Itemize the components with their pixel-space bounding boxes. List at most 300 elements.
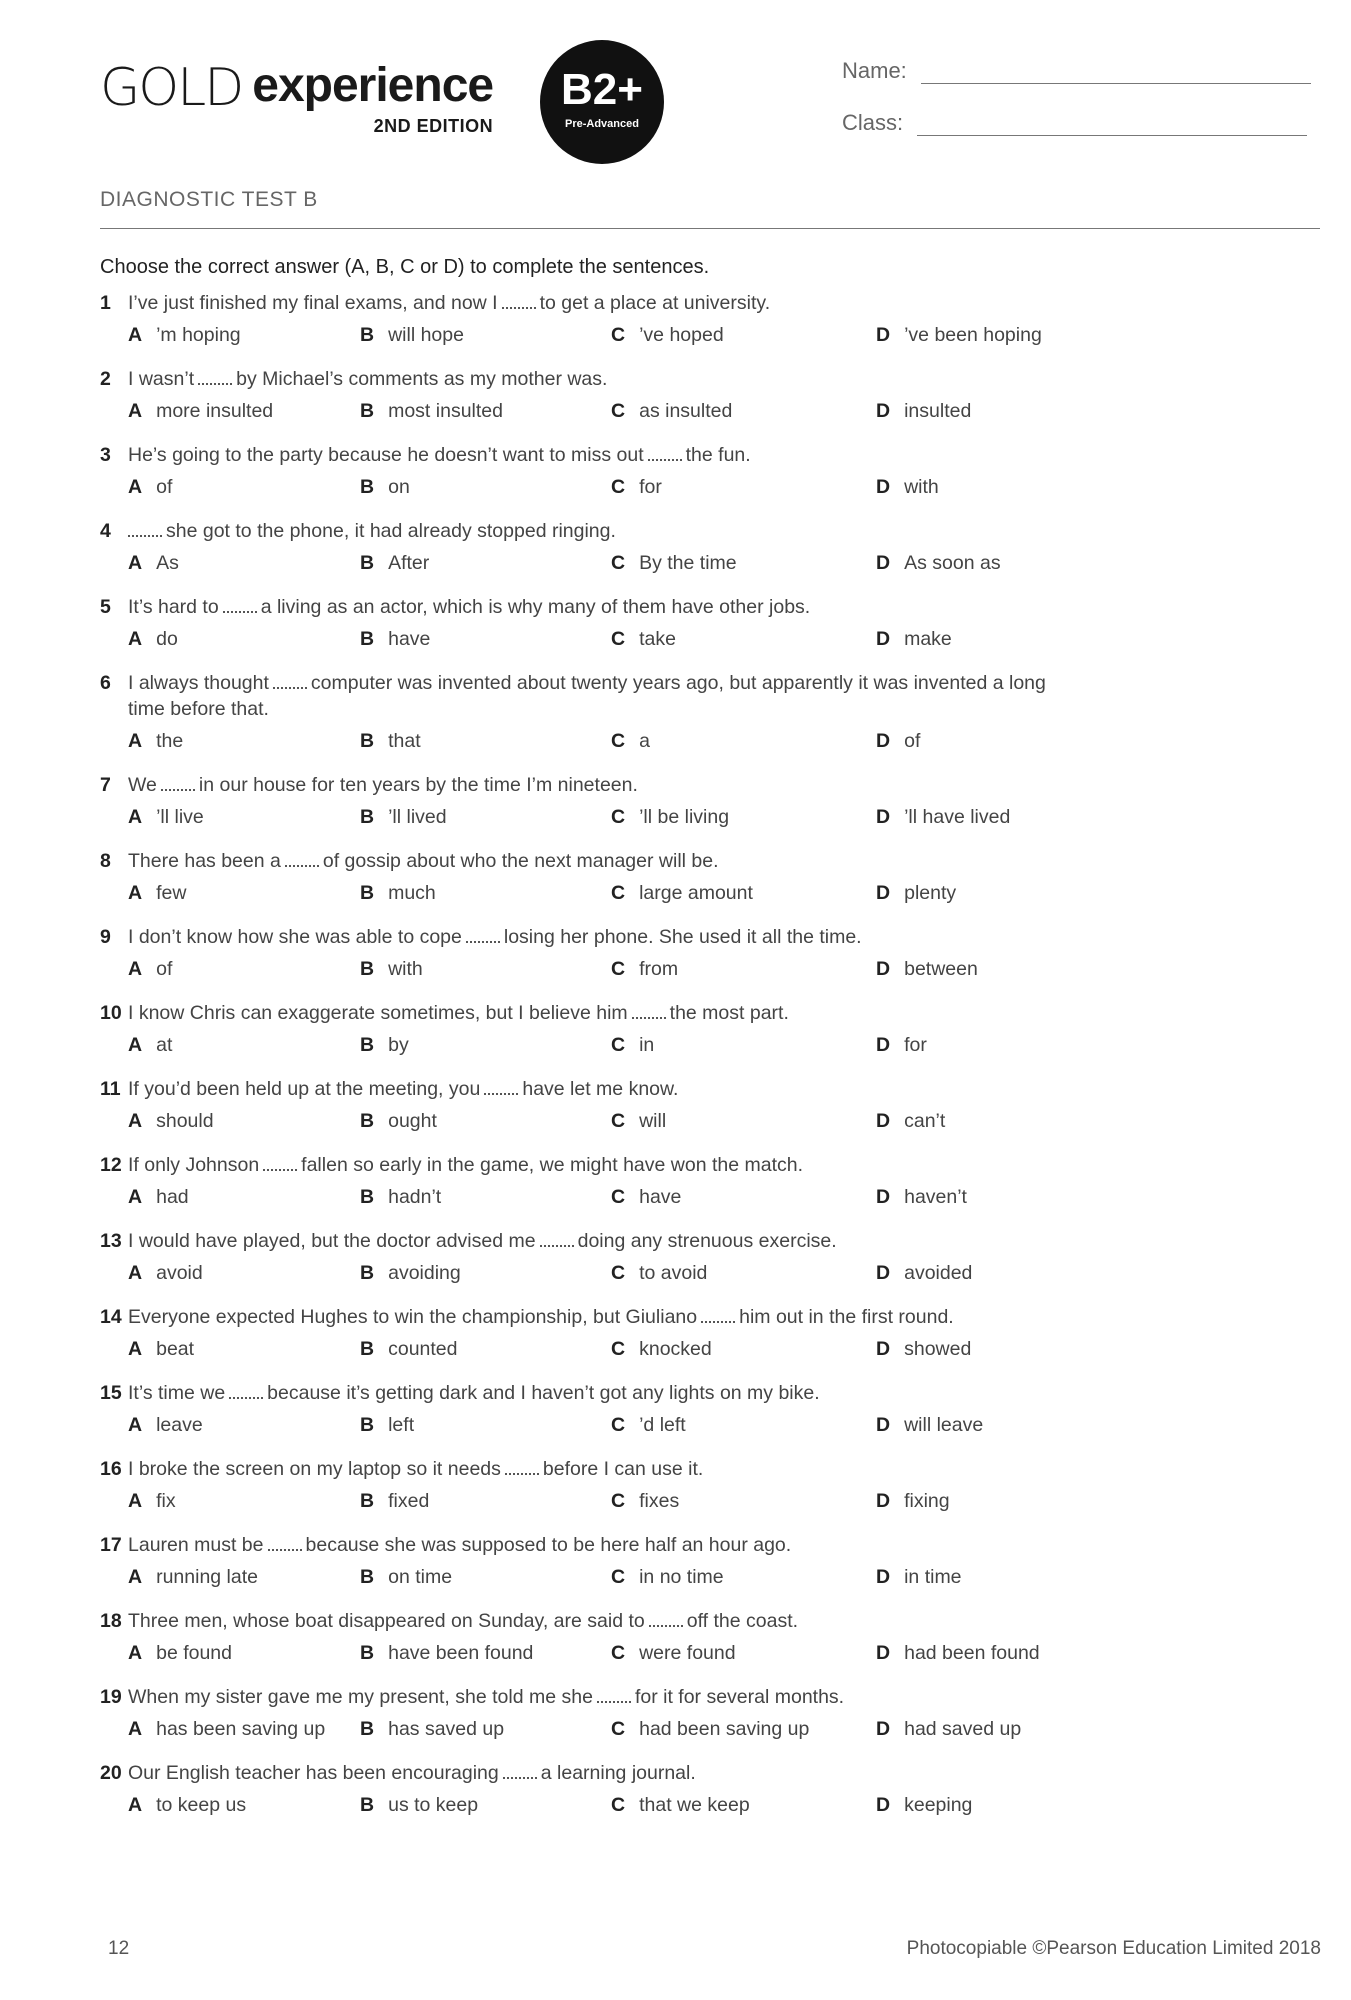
name-write-line[interactable] — [921, 83, 1311, 84]
badge-sub-text: Pre-Advanced — [565, 118, 639, 130]
option-a[interactable] — [128, 1032, 172, 1058]
option-text: fixed — [388, 1490, 430, 1512]
question-text-after-blank: for it for several months. — [634, 1686, 845, 1708]
question-text-after-blank: in our house for ten years by the time I’m nineteen. — [198, 774, 638, 796]
option-letter: D — [876, 1110, 891, 1132]
question-number: 13 — [100, 1230, 122, 1252]
question-text — [128, 1608, 1320, 1634]
option-letter: A — [128, 1718, 143, 1740]
question-row — [100, 1684, 1320, 1710]
option-a[interactable] — [128, 1716, 325, 1742]
option-b[interactable] — [360, 1716, 504, 1742]
option-text: to avoid — [639, 1262, 708, 1284]
logo-right-block — [252, 59, 494, 137]
answer-options — [100, 1564, 1320, 1590]
option-text: had been found — [904, 1642, 1040, 1664]
option-text: avoiding — [388, 1262, 461, 1284]
question-text — [128, 1228, 1320, 1254]
answer-blank[interactable] — [161, 773, 195, 791]
option-text: will leave — [904, 1414, 984, 1436]
option-b[interactable] — [360, 1032, 409, 1058]
option-d[interactable] — [876, 1412, 983, 1438]
question-row — [100, 670, 1320, 722]
question-number: 7 — [100, 774, 111, 796]
option-b[interactable] — [360, 1412, 414, 1438]
answer-blank[interactable] — [632, 1001, 666, 1019]
option-letter: D — [876, 806, 891, 828]
option-c[interactable] — [611, 1792, 750, 1818]
option-b[interactable] — [360, 880, 436, 906]
answer-options — [100, 626, 1320, 652]
option-b[interactable] — [360, 626, 430, 652]
option-letter: D — [876, 1642, 891, 1664]
option-c[interactable] — [611, 956, 678, 982]
option-text: for — [639, 476, 662, 498]
option-letter: D — [876, 1262, 891, 1284]
question-number: 12 — [100, 1154, 122, 1176]
logo-edition-text: 2ND EDITION — [373, 116, 494, 136]
option-a[interactable] — [128, 1488, 176, 1514]
question-number: 9 — [100, 926, 111, 948]
option-c[interactable] — [611, 804, 729, 830]
option-text: have — [639, 1186, 682, 1208]
option-b[interactable] — [360, 550, 429, 576]
answer-blank[interactable] — [128, 519, 162, 537]
option-d[interactable] — [876, 804, 1010, 830]
option-d[interactable] — [876, 1108, 945, 1134]
option-a[interactable] — [128, 474, 172, 500]
question-text-before-blank: Everyone expected Hughes to win the championship, but Giuliano — [128, 1306, 698, 1328]
question-text-before-blank: I don’t know how she was able to cope — [128, 926, 462, 948]
option-b[interactable] — [360, 804, 447, 830]
option-letter: C — [611, 1642, 626, 1664]
option-text: on — [388, 476, 410, 498]
question-text-before-blank: We — [128, 774, 157, 796]
option-letter: A — [128, 552, 143, 574]
option-d[interactable] — [876, 1640, 1040, 1666]
option-c[interactable] — [611, 728, 650, 754]
answer-blank[interactable] — [268, 1533, 302, 1551]
option-c[interactable] — [611, 1260, 707, 1286]
question-text-after-blank: doing any strenuous exercise. — [577, 1230, 837, 1252]
question-text-after-blank: losing her phone. She used it all the time. — [503, 926, 862, 948]
answer-blank[interactable] — [648, 443, 682, 461]
option-text: keeping — [904, 1794, 973, 1816]
question-number: 15 — [100, 1382, 122, 1404]
option-c[interactable] — [611, 398, 732, 424]
option-d[interactable] — [876, 880, 956, 906]
question-item — [100, 1532, 1320, 1590]
option-letter: A — [128, 1566, 143, 1588]
option-letter: B — [360, 1642, 375, 1664]
question-text-after-blank: the most part. — [669, 1002, 789, 1024]
option-c[interactable] — [611, 1716, 809, 1742]
option-text: As — [156, 552, 179, 574]
option-a[interactable] — [128, 626, 178, 652]
option-letter: B — [360, 1186, 375, 1208]
option-letter: B — [360, 806, 375, 828]
option-text: in — [639, 1034, 655, 1056]
question-item — [100, 924, 1320, 982]
question-number: 18 — [100, 1610, 122, 1632]
question-text — [128, 1532, 1320, 1558]
question-text — [128, 1000, 1320, 1026]
option-a[interactable] — [128, 1412, 203, 1438]
question-text-after-blank: computer was invented about twenty years ago, but apparently it was invented a long time before that. — [128, 672, 1046, 720]
option-c[interactable] — [611, 1412, 686, 1438]
answer-options — [100, 728, 1320, 754]
option-text: will hope — [388, 324, 464, 346]
option-d[interactable] — [876, 1336, 971, 1362]
option-letter: A — [128, 1642, 143, 1664]
logo-experience-text: experience — [252, 59, 494, 112]
question-text-before-blank: Lauren must be — [128, 1534, 264, 1556]
question-text-before-blank: I’ve just finished my final exams, and now I — [128, 292, 498, 314]
question-text-before-blank: I broke the screen on my laptop so it needs — [128, 1458, 501, 1480]
option-letter: B — [360, 476, 375, 498]
option-letter: D — [876, 324, 891, 346]
question-text-before-blank: It’s time we — [128, 1382, 226, 1404]
question-text — [128, 670, 1320, 722]
option-letter: C — [611, 882, 626, 904]
option-d[interactable] — [876, 626, 952, 652]
option-text: had been saving up — [639, 1718, 810, 1740]
option-a[interactable] — [128, 1640, 232, 1666]
option-letter: B — [360, 882, 375, 904]
option-text: that — [388, 730, 421, 752]
option-letter: D — [876, 1490, 891, 1512]
option-letter: A — [128, 806, 143, 828]
option-a[interactable] — [128, 728, 183, 754]
class-write-line[interactable] — [917, 135, 1307, 136]
option-b[interactable] — [360, 1792, 478, 1818]
question-row — [100, 1380, 1320, 1406]
option-letter: C — [611, 806, 626, 828]
question-row — [100, 290, 1320, 316]
option-letter: B — [360, 1262, 375, 1284]
option-text: left — [388, 1414, 415, 1436]
question-item — [100, 1000, 1320, 1058]
option-text: make — [904, 628, 952, 650]
option-text: for — [904, 1034, 927, 1056]
option-letter: B — [360, 730, 375, 752]
question-row — [100, 442, 1320, 468]
answer-options — [100, 956, 1320, 982]
option-c[interactable] — [611, 1108, 666, 1134]
option-b[interactable] — [360, 1488, 429, 1514]
option-text: avoided — [904, 1262, 973, 1284]
question-text-before-blank: There has been a — [128, 850, 281, 872]
test-title: DIAGNOSTIC TEST B — [100, 188, 318, 211]
option-b[interactable] — [360, 322, 464, 348]
option-letter: A — [128, 1110, 143, 1132]
option-d[interactable] — [876, 398, 971, 424]
option-a[interactable] — [128, 322, 241, 348]
option-text: do — [156, 628, 178, 650]
question-text-after-blank: to get a place at university. — [539, 292, 771, 314]
option-c[interactable] — [611, 1336, 712, 1362]
option-c[interactable] — [611, 550, 737, 576]
question-list — [100, 290, 1320, 1836]
option-a[interactable] — [128, 1108, 214, 1134]
option-text: ought — [388, 1110, 437, 1132]
option-a[interactable] — [128, 1184, 189, 1210]
option-letter: B — [360, 324, 375, 346]
option-text: fixing — [904, 1490, 950, 1512]
question-text-after-blank: him out in the first round. — [739, 1306, 954, 1328]
option-letter: D — [876, 958, 891, 980]
answer-blank[interactable] — [466, 925, 500, 943]
option-a[interactable] — [128, 804, 204, 830]
page-number: 12 — [108, 1938, 130, 1959]
question-text-before-blank: I know Chris can exaggerate sometimes, but I believe him — [128, 1002, 628, 1024]
answer-blank[interactable] — [273, 671, 307, 689]
answer-blank[interactable] — [263, 1153, 297, 1171]
option-text: fix — [156, 1490, 176, 1512]
question-item — [100, 1228, 1320, 1286]
option-text: were found — [639, 1642, 736, 1664]
question-number: 11 — [100, 1078, 121, 1100]
answer-blank[interactable] — [540, 1229, 574, 1247]
option-b[interactable] — [360, 1260, 461, 1286]
option-letter: B — [360, 1034, 375, 1056]
option-text: can’t — [904, 1110, 946, 1132]
option-d[interactable] — [876, 1488, 950, 1514]
question-item — [100, 1152, 1320, 1210]
question-item — [100, 848, 1320, 906]
answer-options — [100, 1184, 1320, 1210]
option-text: large amount — [639, 882, 753, 904]
option-letter: C — [611, 1414, 626, 1436]
question-item — [100, 290, 1320, 348]
option-a[interactable] — [128, 880, 186, 906]
option-letter: D — [876, 1186, 891, 1208]
answer-blank[interactable] — [484, 1077, 518, 1095]
question-text-after-blank: have let me know. — [522, 1078, 679, 1100]
option-text: in no time — [639, 1566, 724, 1588]
answer-blank[interactable] — [597, 1685, 631, 1703]
option-letter: C — [611, 1186, 626, 1208]
name-field — [842, 58, 1311, 84]
option-b[interactable] — [360, 474, 410, 500]
option-letter: C — [611, 1490, 626, 1512]
class-field — [842, 110, 1307, 136]
option-b[interactable] — [360, 1336, 458, 1362]
option-letter: A — [128, 476, 143, 498]
header — [100, 40, 1320, 190]
question-number: 4 — [100, 520, 111, 542]
option-letter: A — [128, 324, 143, 346]
option-a[interactable] — [128, 1792, 246, 1818]
option-d[interactable] — [876, 956, 978, 982]
option-text: have been found — [388, 1642, 534, 1664]
question-text-before-blank: Our English teacher has been encouraging — [128, 1762, 499, 1784]
question-row — [100, 1760, 1320, 1786]
question-item — [100, 1380, 1320, 1438]
option-d[interactable] — [876, 322, 1042, 348]
question-text — [128, 1456, 1320, 1482]
question-row — [100, 1152, 1320, 1178]
answer-blank[interactable] — [285, 849, 319, 867]
option-letter: B — [360, 1490, 375, 1512]
answer-blank[interactable] — [701, 1305, 735, 1323]
option-c[interactable] — [611, 1564, 724, 1590]
option-d[interactable] — [876, 1260, 972, 1286]
option-c[interactable] — [611, 322, 724, 348]
question-item — [100, 1684, 1320, 1742]
question-text — [128, 518, 1320, 544]
question-text-after-blank: by Michael’s comments as my mother was. — [236, 368, 608, 390]
answer-blank[interactable] — [649, 1609, 683, 1627]
option-d[interactable] — [876, 728, 920, 754]
option-d[interactable] — [876, 1716, 1021, 1742]
question-text-before-blank: Three men, whose boat disappeared on Sunday, are said to — [128, 1610, 645, 1632]
option-letter: D — [876, 628, 891, 650]
question-row — [100, 1456, 1320, 1482]
option-text: be found — [156, 1642, 232, 1664]
option-letter: C — [611, 958, 626, 980]
option-letter: B — [360, 1566, 375, 1588]
option-d[interactable] — [876, 1032, 927, 1058]
option-text: has been saving up — [156, 1718, 326, 1740]
answer-blank[interactable] — [503, 1761, 537, 1779]
question-text-after-blank: the fun. — [685, 444, 751, 466]
question-text — [128, 1760, 1320, 1786]
option-c[interactable] — [611, 1184, 681, 1210]
option-letter: C — [611, 1718, 626, 1740]
answer-options — [100, 1108, 1320, 1134]
option-text: with — [388, 958, 423, 980]
instruction-text: Choose the correct answer (A, B, C or D) to complete the sentences. — [100, 256, 710, 278]
option-d[interactable] — [876, 1184, 967, 1210]
option-c[interactable] — [611, 626, 676, 652]
option-text: ’ll have lived — [904, 806, 1011, 828]
answer-options — [100, 1032, 1320, 1058]
logo-gold-text: GOLD — [100, 58, 243, 118]
option-b[interactable] — [360, 1640, 533, 1666]
answer-blank[interactable] — [223, 595, 257, 613]
question-text-after-blank: before I can use it. — [542, 1458, 704, 1480]
question-row — [100, 772, 1320, 798]
question-item — [100, 518, 1320, 576]
option-a[interactable] — [128, 956, 172, 982]
option-a[interactable] — [128, 1564, 258, 1590]
option-a[interactable] — [128, 1260, 203, 1286]
badge-level-text: B2+ — [561, 65, 643, 114]
option-letter: B — [360, 958, 375, 980]
question-row — [100, 594, 1320, 620]
option-letter: A — [128, 400, 143, 422]
question-text-after-blank: off the coast. — [686, 1610, 799, 1632]
option-text: knocked — [639, 1338, 712, 1360]
option-text: from — [639, 958, 679, 980]
option-text: After — [388, 552, 430, 574]
option-text: showed — [904, 1338, 972, 1360]
question-text — [128, 1380, 1320, 1406]
option-d[interactable] — [876, 1792, 972, 1818]
answer-blank[interactable] — [505, 1457, 539, 1475]
answer-blank[interactable] — [502, 291, 536, 309]
option-letter: A — [128, 1262, 143, 1284]
option-letter: A — [128, 958, 143, 980]
option-b[interactable] — [360, 1108, 437, 1134]
question-number: 14 — [100, 1306, 122, 1328]
option-b[interactable] — [360, 728, 421, 754]
option-letter: D — [876, 1034, 891, 1056]
option-c[interactable] — [611, 1488, 679, 1514]
option-letter: A — [128, 1034, 143, 1056]
option-text: has saved up — [388, 1718, 505, 1740]
option-text: beat — [156, 1338, 195, 1360]
option-b[interactable] — [360, 1564, 452, 1590]
answer-blank[interactable] — [198, 367, 232, 385]
option-letter: A — [128, 730, 143, 752]
option-letter: C — [611, 628, 626, 650]
option-text: ’d left — [639, 1414, 686, 1436]
question-text-before-blank: I always thought — [128, 672, 269, 694]
question-number: 16 — [100, 1458, 122, 1480]
option-d[interactable] — [876, 550, 1001, 576]
option-a[interactable] — [128, 398, 273, 424]
option-text: fixes — [639, 1490, 680, 1512]
option-b[interactable] — [360, 398, 503, 424]
question-row — [100, 1000, 1320, 1026]
option-letter: A — [128, 1338, 143, 1360]
option-d[interactable] — [876, 474, 939, 500]
option-a[interactable] — [128, 1336, 194, 1362]
question-number: 19 — [100, 1686, 122, 1708]
option-text: of — [904, 730, 921, 752]
option-d[interactable] — [876, 1564, 962, 1590]
option-text: in time — [904, 1566, 962, 1588]
option-c[interactable] — [611, 1032, 654, 1058]
option-letter: C — [611, 1262, 626, 1284]
option-text: insulted — [904, 400, 972, 422]
option-c[interactable] — [611, 474, 662, 500]
option-text: of — [156, 958, 173, 980]
option-c[interactable] — [611, 880, 753, 906]
option-text: us to keep — [388, 1794, 479, 1816]
answer-options — [100, 474, 1320, 500]
question-item — [100, 1608, 1320, 1666]
option-letter: C — [611, 1034, 626, 1056]
option-letter: A — [128, 1414, 143, 1436]
question-number: 1 — [100, 292, 111, 314]
question-item — [100, 670, 1320, 754]
option-text: By the time — [639, 552, 737, 574]
option-letter: A — [128, 1490, 143, 1512]
header-divider — [100, 228, 1320, 229]
question-row — [100, 1076, 1320, 1102]
option-b[interactable] — [360, 956, 423, 982]
option-letter: B — [360, 400, 375, 422]
option-letter: D — [876, 1794, 891, 1816]
option-c[interactable] — [611, 1640, 736, 1666]
question-number: 20 — [100, 1762, 122, 1784]
answer-blank[interactable] — [229, 1381, 263, 1399]
option-letter: A — [128, 628, 143, 650]
question-text-before-blank: When my sister gave me my present, she told me she — [128, 1686, 593, 1708]
option-text: haven’t — [904, 1186, 967, 1208]
option-text: should — [156, 1110, 214, 1132]
option-text: had — [156, 1186, 189, 1208]
option-text: leave — [156, 1414, 203, 1436]
option-b[interactable] — [360, 1184, 441, 1210]
option-a[interactable] — [128, 550, 179, 576]
question-text-after-blank: of gossip about who the next manager will be. — [322, 850, 719, 872]
answer-options — [100, 550, 1320, 576]
question-number: 6 — [100, 672, 111, 694]
